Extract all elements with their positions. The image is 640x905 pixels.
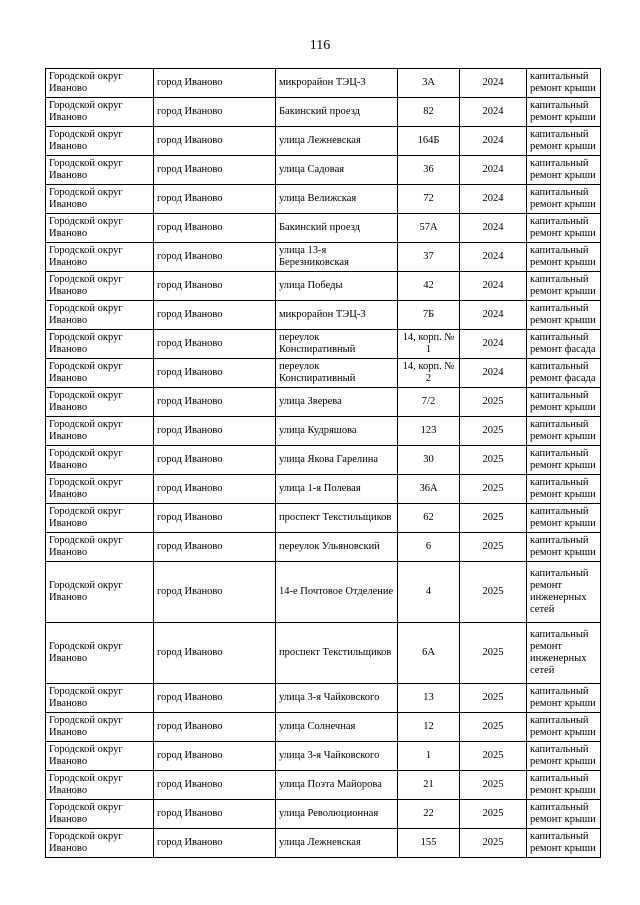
table-row bbox=[46, 214, 601, 243]
cell-house-number: 13 bbox=[398, 684, 460, 713]
cell-year: 2024 bbox=[460, 98, 527, 127]
cell-street: 14-е Почтовое Отделение bbox=[276, 562, 398, 623]
cell-house-number: 14, корп. № 1 bbox=[398, 330, 460, 359]
cell-work-type: капитальный ремонт крыши bbox=[527, 504, 601, 533]
cell-work-type: капитальный ремонт крыши bbox=[527, 417, 601, 446]
cell-work-type: капитальный ремонт инженерных сетей bbox=[527, 623, 601, 684]
cell-street: Бакинский проезд bbox=[276, 98, 398, 127]
table-body bbox=[46, 69, 601, 858]
cell-settlement: город Иваново bbox=[154, 713, 276, 742]
table-row bbox=[46, 243, 601, 272]
cell-work-type: капитальный ремонт крыши bbox=[527, 475, 601, 504]
cell-work-type: капитальный ремонт крыши bbox=[527, 156, 601, 185]
cell-municipality: Городской округ Иваново bbox=[46, 127, 154, 156]
cell-settlement: город Иваново bbox=[154, 272, 276, 301]
table-row bbox=[46, 330, 601, 359]
cell-house-number: 42 bbox=[398, 272, 460, 301]
cell-work-type: капитальный ремонт крыши bbox=[527, 800, 601, 829]
cell-year: 2025 bbox=[460, 684, 527, 713]
cell-municipality: Городской округ Иваново bbox=[46, 388, 154, 417]
cell-house-number: 22 bbox=[398, 800, 460, 829]
cell-work-type: капитальный ремонт крыши bbox=[527, 388, 601, 417]
cell-work-type: капитальный ремонт крыши bbox=[527, 301, 601, 330]
cell-work-type: капитальный ремонт крыши bbox=[527, 185, 601, 214]
cell-municipality: Городской округ Иваново bbox=[46, 69, 154, 98]
cell-work-type: капитальный ремонт фасада bbox=[527, 330, 601, 359]
cell-municipality: Городской округ Иваново bbox=[46, 330, 154, 359]
cell-work-type: капитальный ремонт крыши bbox=[527, 127, 601, 156]
table-row bbox=[46, 713, 601, 742]
table-row bbox=[46, 623, 601, 684]
cell-house-number: 36 bbox=[398, 156, 460, 185]
cell-work-type: капитальный ремонт крыши bbox=[527, 684, 601, 713]
cell-year: 2024 bbox=[460, 156, 527, 185]
cell-year: 2024 bbox=[460, 272, 527, 301]
table-row bbox=[46, 504, 601, 533]
cell-street: переулок Ульяновский bbox=[276, 533, 398, 562]
cell-house-number: 123 bbox=[398, 417, 460, 446]
cell-street: проспект Текстильщиков bbox=[276, 504, 398, 533]
cell-street: улица Солнечная bbox=[276, 713, 398, 742]
table-row bbox=[46, 69, 601, 98]
cell-municipality: Городской округ Иваново bbox=[46, 98, 154, 127]
table-row bbox=[46, 829, 601, 858]
table-row bbox=[46, 417, 601, 446]
cell-house-number: 6А bbox=[398, 623, 460, 684]
cell-settlement: город Иваново bbox=[154, 69, 276, 98]
cell-work-type: капитальный ремонт крыши bbox=[527, 446, 601, 475]
table-row bbox=[46, 156, 601, 185]
cell-municipality: Городской округ Иваново bbox=[46, 301, 154, 330]
cell-house-number: 164Б bbox=[398, 127, 460, 156]
page-number: 116 bbox=[309, 38, 331, 53]
cell-year: 2024 bbox=[460, 69, 527, 98]
cell-house-number: 4 bbox=[398, 562, 460, 623]
cell-street: улица Якова Гарелина bbox=[276, 446, 398, 475]
cell-municipality: Городской округ Иваново bbox=[46, 359, 154, 388]
cell-year: 2025 bbox=[460, 475, 527, 504]
cell-settlement: город Иваново bbox=[154, 98, 276, 127]
cell-house-number: 3А bbox=[398, 69, 460, 98]
cell-settlement: город Иваново bbox=[154, 475, 276, 504]
cell-municipality: Городской округ Иваново bbox=[46, 771, 154, 800]
cell-municipality: Городской округ Иваново bbox=[46, 533, 154, 562]
cell-year: 2025 bbox=[460, 533, 527, 562]
cell-year: 2024 bbox=[460, 243, 527, 272]
table-row bbox=[46, 446, 601, 475]
cell-settlement: город Иваново bbox=[154, 185, 276, 214]
cell-work-type: капитальный ремонт крыши bbox=[527, 98, 601, 127]
table-row bbox=[46, 185, 601, 214]
cell-year: 2025 bbox=[460, 388, 527, 417]
cell-settlement: город Иваново bbox=[154, 533, 276, 562]
cell-street: улица Кудряшова bbox=[276, 417, 398, 446]
cell-house-number: 6 bbox=[398, 533, 460, 562]
cell-street: улица Садовая bbox=[276, 156, 398, 185]
table-row bbox=[46, 800, 601, 829]
cell-street: переулок Конспиративный bbox=[276, 359, 398, 388]
cell-municipality: Городской округ Иваново bbox=[46, 156, 154, 185]
table-row bbox=[46, 771, 601, 800]
cell-settlement: город Иваново bbox=[154, 301, 276, 330]
table-row bbox=[46, 98, 601, 127]
cell-municipality: Городской округ Иваново bbox=[46, 713, 154, 742]
cell-municipality: Городской округ Иваново bbox=[46, 185, 154, 214]
cell-house-number: 72 bbox=[398, 185, 460, 214]
cell-settlement: город Иваново bbox=[154, 388, 276, 417]
cell-municipality: Городской округ Иваново bbox=[46, 562, 154, 623]
cell-work-type: капитальный ремонт крыши bbox=[527, 742, 601, 771]
cell-work-type: капитальный ремонт крыши bbox=[527, 243, 601, 272]
cell-settlement: город Иваново bbox=[154, 562, 276, 623]
cell-street: улица 3-я Чайковского bbox=[276, 742, 398, 771]
cell-municipality: Городской округ Иваново bbox=[46, 417, 154, 446]
table-row bbox=[46, 742, 601, 771]
cell-street: улица Велижская bbox=[276, 185, 398, 214]
cell-street: улица 3-я Чайковского bbox=[276, 684, 398, 713]
cell-street: переулок Конспиративный bbox=[276, 330, 398, 359]
table-row bbox=[46, 127, 601, 156]
cell-settlement: город Иваново bbox=[154, 330, 276, 359]
cell-municipality: Городской округ Иваново bbox=[46, 504, 154, 533]
table-row bbox=[46, 388, 601, 417]
cell-year: 2024 bbox=[460, 330, 527, 359]
cell-street: улица Зверева bbox=[276, 388, 398, 417]
cell-house-number: 36А bbox=[398, 475, 460, 504]
cell-settlement: город Иваново bbox=[154, 214, 276, 243]
cell-house-number: 14, корп. № 2 bbox=[398, 359, 460, 388]
cell-year: 2024 bbox=[460, 214, 527, 243]
cell-settlement: город Иваново bbox=[154, 742, 276, 771]
cell-house-number: 7Б bbox=[398, 301, 460, 330]
cell-house-number: 155 bbox=[398, 829, 460, 858]
cell-settlement: город Иваново bbox=[154, 156, 276, 185]
cell-street: микрорайон ТЭЦ-3 bbox=[276, 69, 398, 98]
cell-house-number: 82 bbox=[398, 98, 460, 127]
cell-street: улица Поэта Майорова bbox=[276, 771, 398, 800]
cell-settlement: город Иваново bbox=[154, 446, 276, 475]
cell-street: улица Лежневская bbox=[276, 127, 398, 156]
cell-street: улица 13-я Березниковская bbox=[276, 243, 398, 272]
cell-settlement: город Иваново bbox=[154, 623, 276, 684]
cell-year: 2025 bbox=[460, 829, 527, 858]
cell-year: 2024 bbox=[460, 301, 527, 330]
table-row bbox=[46, 272, 601, 301]
cell-municipality: Городской округ Иваново bbox=[46, 684, 154, 713]
cell-work-type: капитальный ремонт крыши bbox=[527, 214, 601, 243]
cell-house-number: 37 bbox=[398, 243, 460, 272]
cell-year: 2024 bbox=[460, 185, 527, 214]
cell-year: 2025 bbox=[460, 800, 527, 829]
cell-settlement: город Иваново bbox=[154, 771, 276, 800]
cell-house-number: 30 bbox=[398, 446, 460, 475]
cell-year: 2025 bbox=[460, 713, 527, 742]
cell-work-type: капитальный ремонт крыши bbox=[527, 829, 601, 858]
cell-settlement: город Иваново bbox=[154, 800, 276, 829]
cell-work-type: капитальный ремонт крыши bbox=[527, 533, 601, 562]
cell-settlement: город Иваново bbox=[154, 127, 276, 156]
cell-work-type: капитальный ремонт крыши bbox=[527, 713, 601, 742]
cell-settlement: город Иваново bbox=[154, 417, 276, 446]
cell-house-number: 1 bbox=[398, 742, 460, 771]
cell-street: улица 1-я Полевая bbox=[276, 475, 398, 504]
cell-municipality: Городской округ Иваново bbox=[46, 742, 154, 771]
cell-municipality: Городской округ Иваново bbox=[46, 243, 154, 272]
cell-year: 2024 bbox=[460, 359, 527, 388]
cell-street: улица Лежневская bbox=[276, 829, 398, 858]
cell-house-number: 12 bbox=[398, 713, 460, 742]
cell-municipality: Городской округ Иваново bbox=[46, 829, 154, 858]
cell-street: проспект Текстильщиков bbox=[276, 623, 398, 684]
table-row bbox=[46, 475, 601, 504]
cell-settlement: город Иваново bbox=[154, 359, 276, 388]
table-row bbox=[46, 301, 601, 330]
cell-house-number: 57А bbox=[398, 214, 460, 243]
cell-settlement: город Иваново bbox=[154, 684, 276, 713]
cell-municipality: Городской округ Иваново bbox=[46, 623, 154, 684]
cell-year: 2025 bbox=[460, 623, 527, 684]
table-row bbox=[46, 562, 601, 623]
cell-work-type: капитальный ремонт инженерных сетей bbox=[527, 562, 601, 623]
cell-year: 2025 bbox=[460, 417, 527, 446]
cell-work-type: капитальный ремонт крыши bbox=[527, 69, 601, 98]
cell-year: 2025 bbox=[460, 742, 527, 771]
cell-settlement: город Иваново bbox=[154, 504, 276, 533]
cell-municipality: Городской округ Иваново bbox=[46, 272, 154, 301]
cell-house-number: 7/2 bbox=[398, 388, 460, 417]
cell-street: улица Победы bbox=[276, 272, 398, 301]
cell-work-type: капитальный ремонт фасада bbox=[527, 359, 601, 388]
cell-municipality: Городской округ Иваново bbox=[46, 446, 154, 475]
cell-street: улица Революционная bbox=[276, 800, 398, 829]
cell-street: микрорайон ТЭЦ-3 bbox=[276, 301, 398, 330]
table-row bbox=[46, 684, 601, 713]
cell-street: Бакинский проезд bbox=[276, 214, 398, 243]
table-row bbox=[46, 533, 601, 562]
cell-settlement: город Иваново bbox=[154, 829, 276, 858]
cell-year: 2025 bbox=[460, 446, 527, 475]
cell-work-type: капитальный ремонт крыши bbox=[527, 272, 601, 301]
registry-table bbox=[45, 68, 601, 858]
cell-year: 2024 bbox=[460, 127, 527, 156]
cell-settlement: город Иваново bbox=[154, 243, 276, 272]
cell-year: 2025 bbox=[460, 771, 527, 800]
cell-municipality: Городской округ Иваново bbox=[46, 475, 154, 504]
cell-house-number: 21 bbox=[398, 771, 460, 800]
cell-municipality: Городской округ Иваново bbox=[46, 800, 154, 829]
cell-year: 2025 bbox=[460, 504, 527, 533]
cell-municipality: Городской округ Иваново bbox=[46, 214, 154, 243]
table-row bbox=[46, 359, 601, 388]
cell-house-number: 62 bbox=[398, 504, 460, 533]
cell-year: 2025 bbox=[460, 562, 527, 623]
cell-work-type: капитальный ремонт крыши bbox=[527, 771, 601, 800]
